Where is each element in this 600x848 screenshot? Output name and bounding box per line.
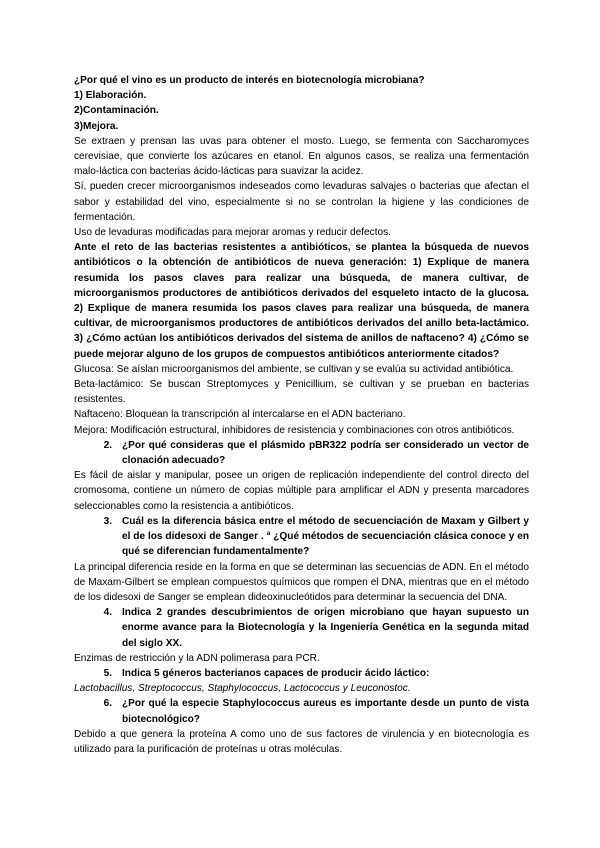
question-text: ¿Por qué la especie Staphylococcus aureus es importante desde un punto de vista biotecnológico? — [122, 698, 529, 725]
question-text: Indica 5 géneros bacterianos capaces de producir ácido láctico: — [122, 667, 430, 679]
answer-mejora: Uso de levaduras modificadas para mejorar aromas y reducir defectos. — [74, 227, 391, 239]
question-text: Indica 2 grandes descubrimientos de origen microbiano que hayan supuesto un enorme avance para la Biotecnología y la Ingeniería Genética en la segunda mitad del siglo XX. — [122, 607, 529, 649]
answer-3: La principal diferencia reside en la forma en que se determinan las secuencias de ADN. En el método de Maxam-Gilbert se emplean compuestos químicos que rompen el DNA, mientras que en el método de los didesoxi de Sanger se emplean dideoxinucleótidos para determinar la secuencia del DNA. — [74, 561, 529, 603]
question-3 — [74, 514, 529, 560]
answer-mejora-antibioticos: Mejora: Modificación estructural, inhibidores de resistencia y combinaciones con otros antibióticos. — [74, 424, 515, 436]
question-6 — [74, 696, 529, 726]
question-number: 6. — [103, 698, 112, 710]
answer-4: Enzimas de restricción y la ADN polimerasa para PCR. — [74, 652, 320, 664]
question-number: 5. — [103, 667, 112, 679]
question-5 — [74, 666, 529, 681]
answer-2: Es fácil de aislar y manipular, posee un origen de replicación independiente del control directo del cromosoma, contiene un número de copias múltiple para amplificar el ADN y presenta marcadores seleccionables como la resistencia a antibióticos. — [74, 470, 529, 512]
wine-option-2: 2)Contaminación. — [74, 105, 159, 117]
answer-beta-lactamico: Beta-lactámico: Se buscan Streptomyces y Penicillium, se cultivan y se prueban en bacterias resistentes. — [74, 379, 529, 406]
question-number: 4. — [103, 607, 112, 619]
question-wine: ¿Por qué el vino es un producto de interés en biotecnología microbiana? — [74, 75, 425, 86]
wine-option-1: 1) Elaboración. — [74, 90, 147, 102]
answer-5: Lactobacillus, Streptococcus, Staphylococcus, Lactococcus y Leuconostoc. — [74, 683, 411, 695]
answer-elaboracion: Se extraen y prensan las uvas para obtener el mosto. Luego, se fermenta con Saccharomyces cerevisiae, que convierte los azúcares en etanol. En algunos casos, se realiza una fermentación malo-láctica con bacterias ácido-lácticas para suavizar la acidez. — [74, 135, 529, 178]
wine-option-3: 3)Mejora. — [74, 120, 119, 132]
question-text: Cuál es la diferencia básica entre el método de secuenciación de Maxam y Gilbert y el de los didesoxi de Sanger . ª ¿Qué métodos de secuenciación clásica conoce y en qué se diferencian fundamentalmente? — [122, 515, 529, 558]
answer-contaminacion: Sí, pueden crecer microorganismos indeseados como levaduras salvajes o bacterias que afectan el sabor y estabilidad del vino, especialmente si no se controlan la higiene y las condiciones de fermentación. — [74, 181, 529, 223]
question-number: 2. — [103, 439, 112, 451]
question-antibiotics: Ante el reto de las bacterias resistentes a antibióticos, se plantea la búsqueda de nuevos antibióticos o la obtención de antibióticos de nueva generación: 1) Explique de manera resumida los pasos claves para realizar una búsqueda, de manera cultivar, de microorganismos productores de antibióticos derivados del esqueleto intacto de la glucosa. 2) Explique de manera resumida los pasos claves para realizar una búsqueda, de manera cultivar, de microorganismos productores de antibióticos derivados del anillo beta-lactámico. 3) ¿Cómo actúan los antibióticos derivados del sistema de anillos de naftaceno? 4) ¿Cómo se puede mejorar alguno de los grupos de compuestos antibióticos anteriormente citados? — [74, 242, 529, 360]
answer-glucosa: Glucosa: Se aíslan microorganismos del ambiente, se cultivan y se evalúa su actividad antibiótica. — [74, 363, 514, 375]
question-text: ¿Por qué consideras que el plásmido pBR322 podría ser considerado un vector de clonación adecuado? — [122, 439, 529, 467]
question-4 — [74, 605, 529, 651]
answer-6: Debido a que genera la proteína A como uno de sus factores de virulencia y en biotecnología es utilizado para la purificación de proteínas u otras moléculas. — [74, 728, 529, 755]
question-number: 3. — [103, 515, 112, 527]
question-2 — [74, 438, 529, 468]
answer-naftaceno: Naftaceno: Bloquean la transcripción al intercalarse en el ADN bacteriano. — [74, 409, 406, 421]
document-body — [74, 73, 529, 757]
